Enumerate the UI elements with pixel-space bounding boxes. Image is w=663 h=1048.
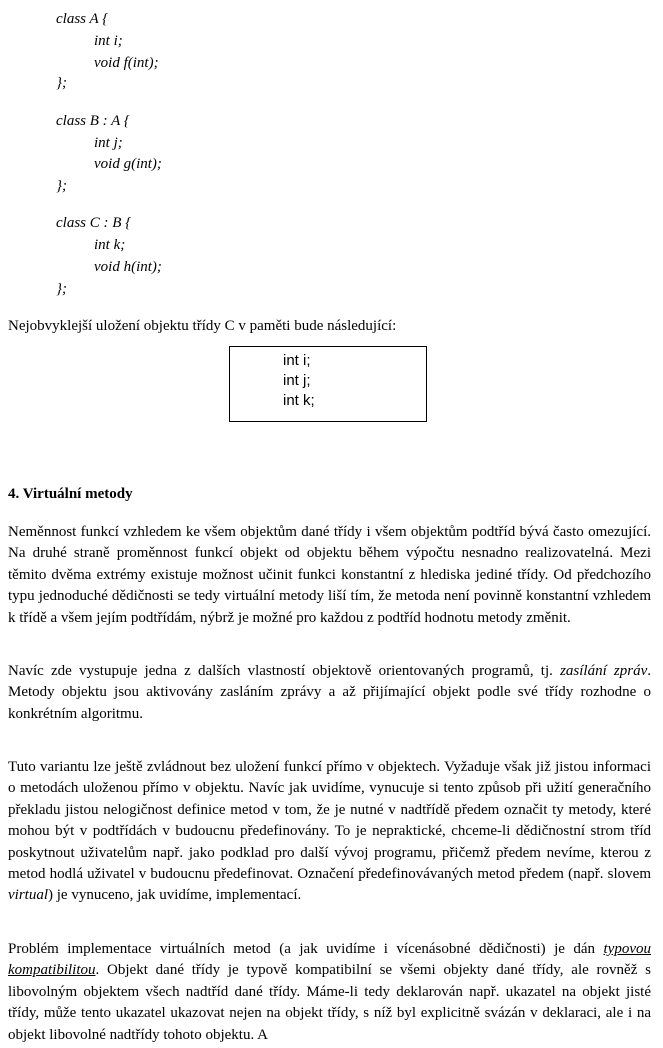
- code-class-c-close: };: [56, 281, 67, 297]
- code-class-c-method: void h(int);: [94, 259, 162, 275]
- paragraph-2-text-end: . Metody objektu jsou aktivovány zasláním zprávy a až přijímající objekt podle své třídy rozhodne o konkrétním algoritmu.: [8, 663, 651, 722]
- code-class-b-header: class B : A {: [56, 113, 130, 129]
- code-class-c-member: int k;: [94, 237, 126, 253]
- paragraph-4: [8, 939, 651, 1046]
- code-class-a-method: void f(int);: [94, 55, 159, 71]
- paragraph-3-text: Tuto variantu lze ještě zvládnout bez uložení funkcí přímo v objektech. Vyžaduje však již jistou informaci o metodách uloženou přímo v objektu. Navíc jak uvidíme, vynucuje si tento způsob při užití generačního překladu jistou nelogičnost definice metod v tom, že je nutné v nadtřídě předem označit ty metody, které mohou být v podtřídách v budoucnu předefinovány. To je nepraktické, chceme-li dědičnostní strom tříd poskytnout uživatelům např. jako podklad pro další vývoj programu, přičemž předem nevíme, kterou z metod hodlá uživatel v budoucnu předefinovat. Označení předefinovávaných metod předem (např. slovem: [8, 759, 651, 883]
- code-class-b-close: };: [56, 178, 67, 194]
- paragraph-2-text: Navíc zde vystupuje jedna z dalších vlastností objektově orientovaných programů, tj.: [8, 663, 553, 679]
- paragraph-3: [8, 757, 651, 907]
- paragraph-3-text-end: ) je vynuceno, jak uvidíme, implementací.: [48, 887, 302, 904]
- paragraph-4-emphasis: typovou kompatibilitou: [8, 941, 651, 979]
- memory-field: int i;: [283, 352, 311, 369]
- memory-field: int k;: [283, 392, 315, 409]
- code-class-a-close: };: [56, 75, 67, 91]
- code-class-a-header: class A {: [56, 11, 109, 27]
- paragraph-2-emphasis: zasílání zpráv: [560, 663, 648, 679]
- paragraph-4-text: Problém implementace virtuálních metod (a jak uvidíme i vícenásobné dědičnosti) je dán: [8, 941, 596, 957]
- code-class-b-method: void g(int);: [94, 156, 162, 172]
- code-class-b-member: int j;: [94, 135, 123, 151]
- code-class-c-header: class C : B {: [56, 215, 132, 231]
- paragraph-2: [8, 661, 651, 725]
- paragraph-1: Neměnnost funkcí vzhledem ke všem objektům dané třídy i všem objektům podtříd bývá často omezující. Na druhé straně proměnnost funkcí objekt od objektu během výpočtu nesnadno realizovatelná. Mezi těmito dvěma extrémy existuje možnost učinit funkci konstantní z hlediska jediné třídy. Od předchozího typu jednoduché dědičnosti se tedy virtuální metody liší tím, že metoda není povinně konstantní vzhledem k třídě a všem jejím podtřídám, nýbrž je možné pro každou z podtříd hodnotu metody změnit.: [8, 524, 651, 626]
- code-class-a-member: int i;: [94, 33, 123, 49]
- memory-field: int j;: [283, 372, 311, 389]
- section-heading: 4. Virtuální metody: [8, 486, 133, 502]
- paragraph-3-emphasis: virtual: [8, 887, 48, 904]
- paragraph-4-text-end: . Objekt dané třídy je typově kompatibilní se všemi objekty dané třídy, ale rovněž s libovolným objektem všech nadtříd dané třídy. Máme-li tedy deklarován např. ukazatel na objekt jisté třídy, může tento ukazatel ukazovat nejen na objekt třídy, s níž byl explicitně svázán v deklaraci, ale i na objekt libovolné nadtřídy tohoto objektu. A: [8, 962, 651, 1043]
- memory-layout-box: [229, 346, 427, 422]
- intro-sentence: Nejobvyklejší uložení objektu třídy C v paměti bude následující:: [8, 318, 397, 334]
